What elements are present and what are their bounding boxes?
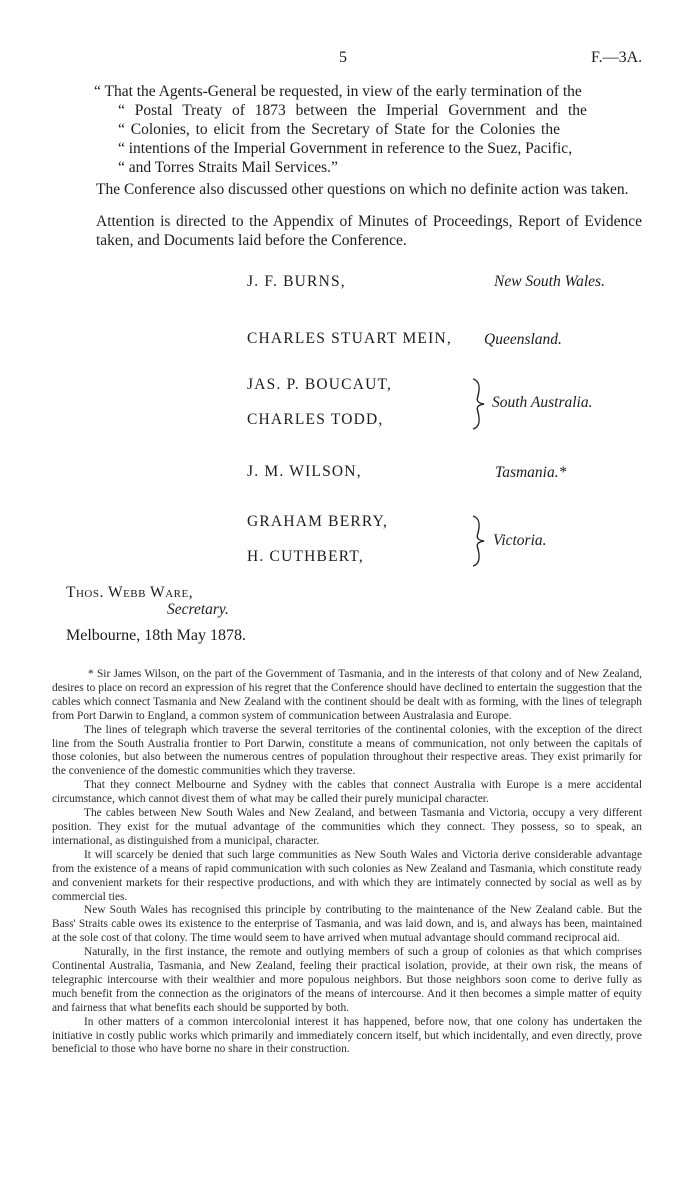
signatory-cuthbert: H. CUTHBERT, — [247, 548, 364, 565]
footnote-paragraph: * Sir James Wilson, on the part of the Government of Tasmania, and in the interests of that colony and of New Zealand, desires to place on record an expression of his regret that the Conference should have declined to entertain the suggestion that the cables which connect Tasmania and New Zealand with the continent should be dealt with as forming, with the lines of telegraph from Port Darwin to England, a common system of communication between Australasia and Europe. — [52, 668, 642, 722]
resolution-quote — [94, 82, 642, 177]
signatory-mein: CHARLES STUART MEIN, — [247, 330, 452, 347]
signatory-burns: J. F. BURNS, — [247, 273, 346, 290]
footnote-paragraph: Naturally, in the first instance, the remote and outlying members of such a group of colonies as that which comprises Continental Australia, Tasmania, and New Zealand, feeling their practical isolation, provide, at their own risk, the means of telegraphic intercourse with their wealthier and more populous neighbors. But those neighbors soon come to derive fully as much benefit from the connection as the originators of the means of intercourse. And it then becomes a simple matter of equity and fairness that what benefits each should be supported by both. — [52, 946, 642, 1014]
signatory-berry: GRAHAM BERRY, — [247, 513, 389, 530]
signatory-todd: CHARLES TODD, — [247, 411, 384, 428]
quote-line: “ That the Agents-General be requested, in view of the early termination of the — [94, 83, 582, 100]
colony-victoria: Victoria. — [493, 532, 547, 549]
colony-tasmania: Tasmania.* — [495, 464, 567, 481]
colony-new-south-wales: New South Wales. — [494, 273, 605, 290]
signatory-boucaut: JAS. P. BOUCAUT, — [247, 376, 393, 393]
brace-south-australia — [470, 378, 486, 430]
footnote-paragraph: The cables between New South Wales and New Zealand, and between Tasmania and Victoria, occupy a very different position. They exist for the mutual advantage of the communities which they connect. They possess, so to speak, an international, as distinguished from a municipal, character. — [52, 807, 642, 847]
footnote-paragraph: The lines of telegraph which traverse the several territories of the continental colonies, with the exception of the direct line from the South Australia frontier to Port Darwin, constitute a means of communication, not only between the capitals of those colonies, but also between the numerous centres of population throughout their respective areas. They exist primarily for the convenience of the domestic communities which they traverse. — [52, 723, 642, 778]
secretary-name: Thos. Webb Ware, — [66, 584, 194, 601]
footnote-paragraph: In other matters of a common intercolonial interest it has happened, before now, that one colony has undertaken the initiative in costly public works which primarily and immediately concern itself, but which incidentally, and even directly, prove beneficial to those who have borne no share in their construction. — [52, 1015, 642, 1056]
paragraph-text: The Conference also discussed other questions on which no definite action was taken. — [96, 181, 629, 198]
paragraph-text: Attention is directed to the Appendix of Minutes of Proceedings, Report of Evidence taken, and Documents laid before the Conference. — [96, 213, 642, 249]
footnote-paragraph: New South Wales has recognised this principle by contributing to the maintenance of the New Zealand cable. But the Bass' Straits cable owes its existence to the enterprise of Tasmania, and was laid down, and is, and always has been, maintained at the sole cost of that colony. The time would seem to have arrived when mutual advantage should command reciprocal aid. — [52, 904, 642, 945]
colony-south-australia: South Australia. — [492, 394, 593, 411]
footnote-paragraph: That they connect Melbourne and Sydney with the cables that connect Australia with Europe is a mere accidental circumstance, which cannot divest them of what may be called their purely municipal character. — [52, 779, 642, 806]
date-line: Melbourne, 18th May 1878. — [66, 627, 246, 644]
footnote — [52, 668, 642, 1057]
quote-line: “ and Torres Straits Mail Services.” — [118, 159, 338, 176]
quote-line: “ Colonies, to elicit from the Secretary of State for the Colonies the — [118, 121, 560, 138]
paragraph-attention — [52, 212, 642, 250]
brace-victoria — [470, 515, 486, 567]
footnote-paragraph: It will scarcely be denied that such large communities as New South Wales and Victoria derive considerable advantage from the existence of a means of rapid communication with such colonies as New Zealand and Tasmania, which constitute ready and convenient markets for their respective productions, and with which they are intimately connected by social as well as by commercial ties. — [52, 848, 642, 903]
page-number: 5 — [339, 49, 347, 66]
colony-queensland: Queensland. — [484, 331, 562, 348]
quote-line: “ Postal Treaty of 1873 between the Imperial Government and the — [118, 102, 587, 119]
quote-line: “ intentions of the Imperial Government in reference to the Suez, Pacific, — [118, 140, 573, 157]
secretary-title: Secretary. — [167, 601, 229, 618]
signatory-wilson: J. M. WILSON, — [247, 463, 362, 480]
document-reference: F.—3A. — [591, 49, 643, 66]
paragraph-other-questions — [52, 180, 642, 199]
